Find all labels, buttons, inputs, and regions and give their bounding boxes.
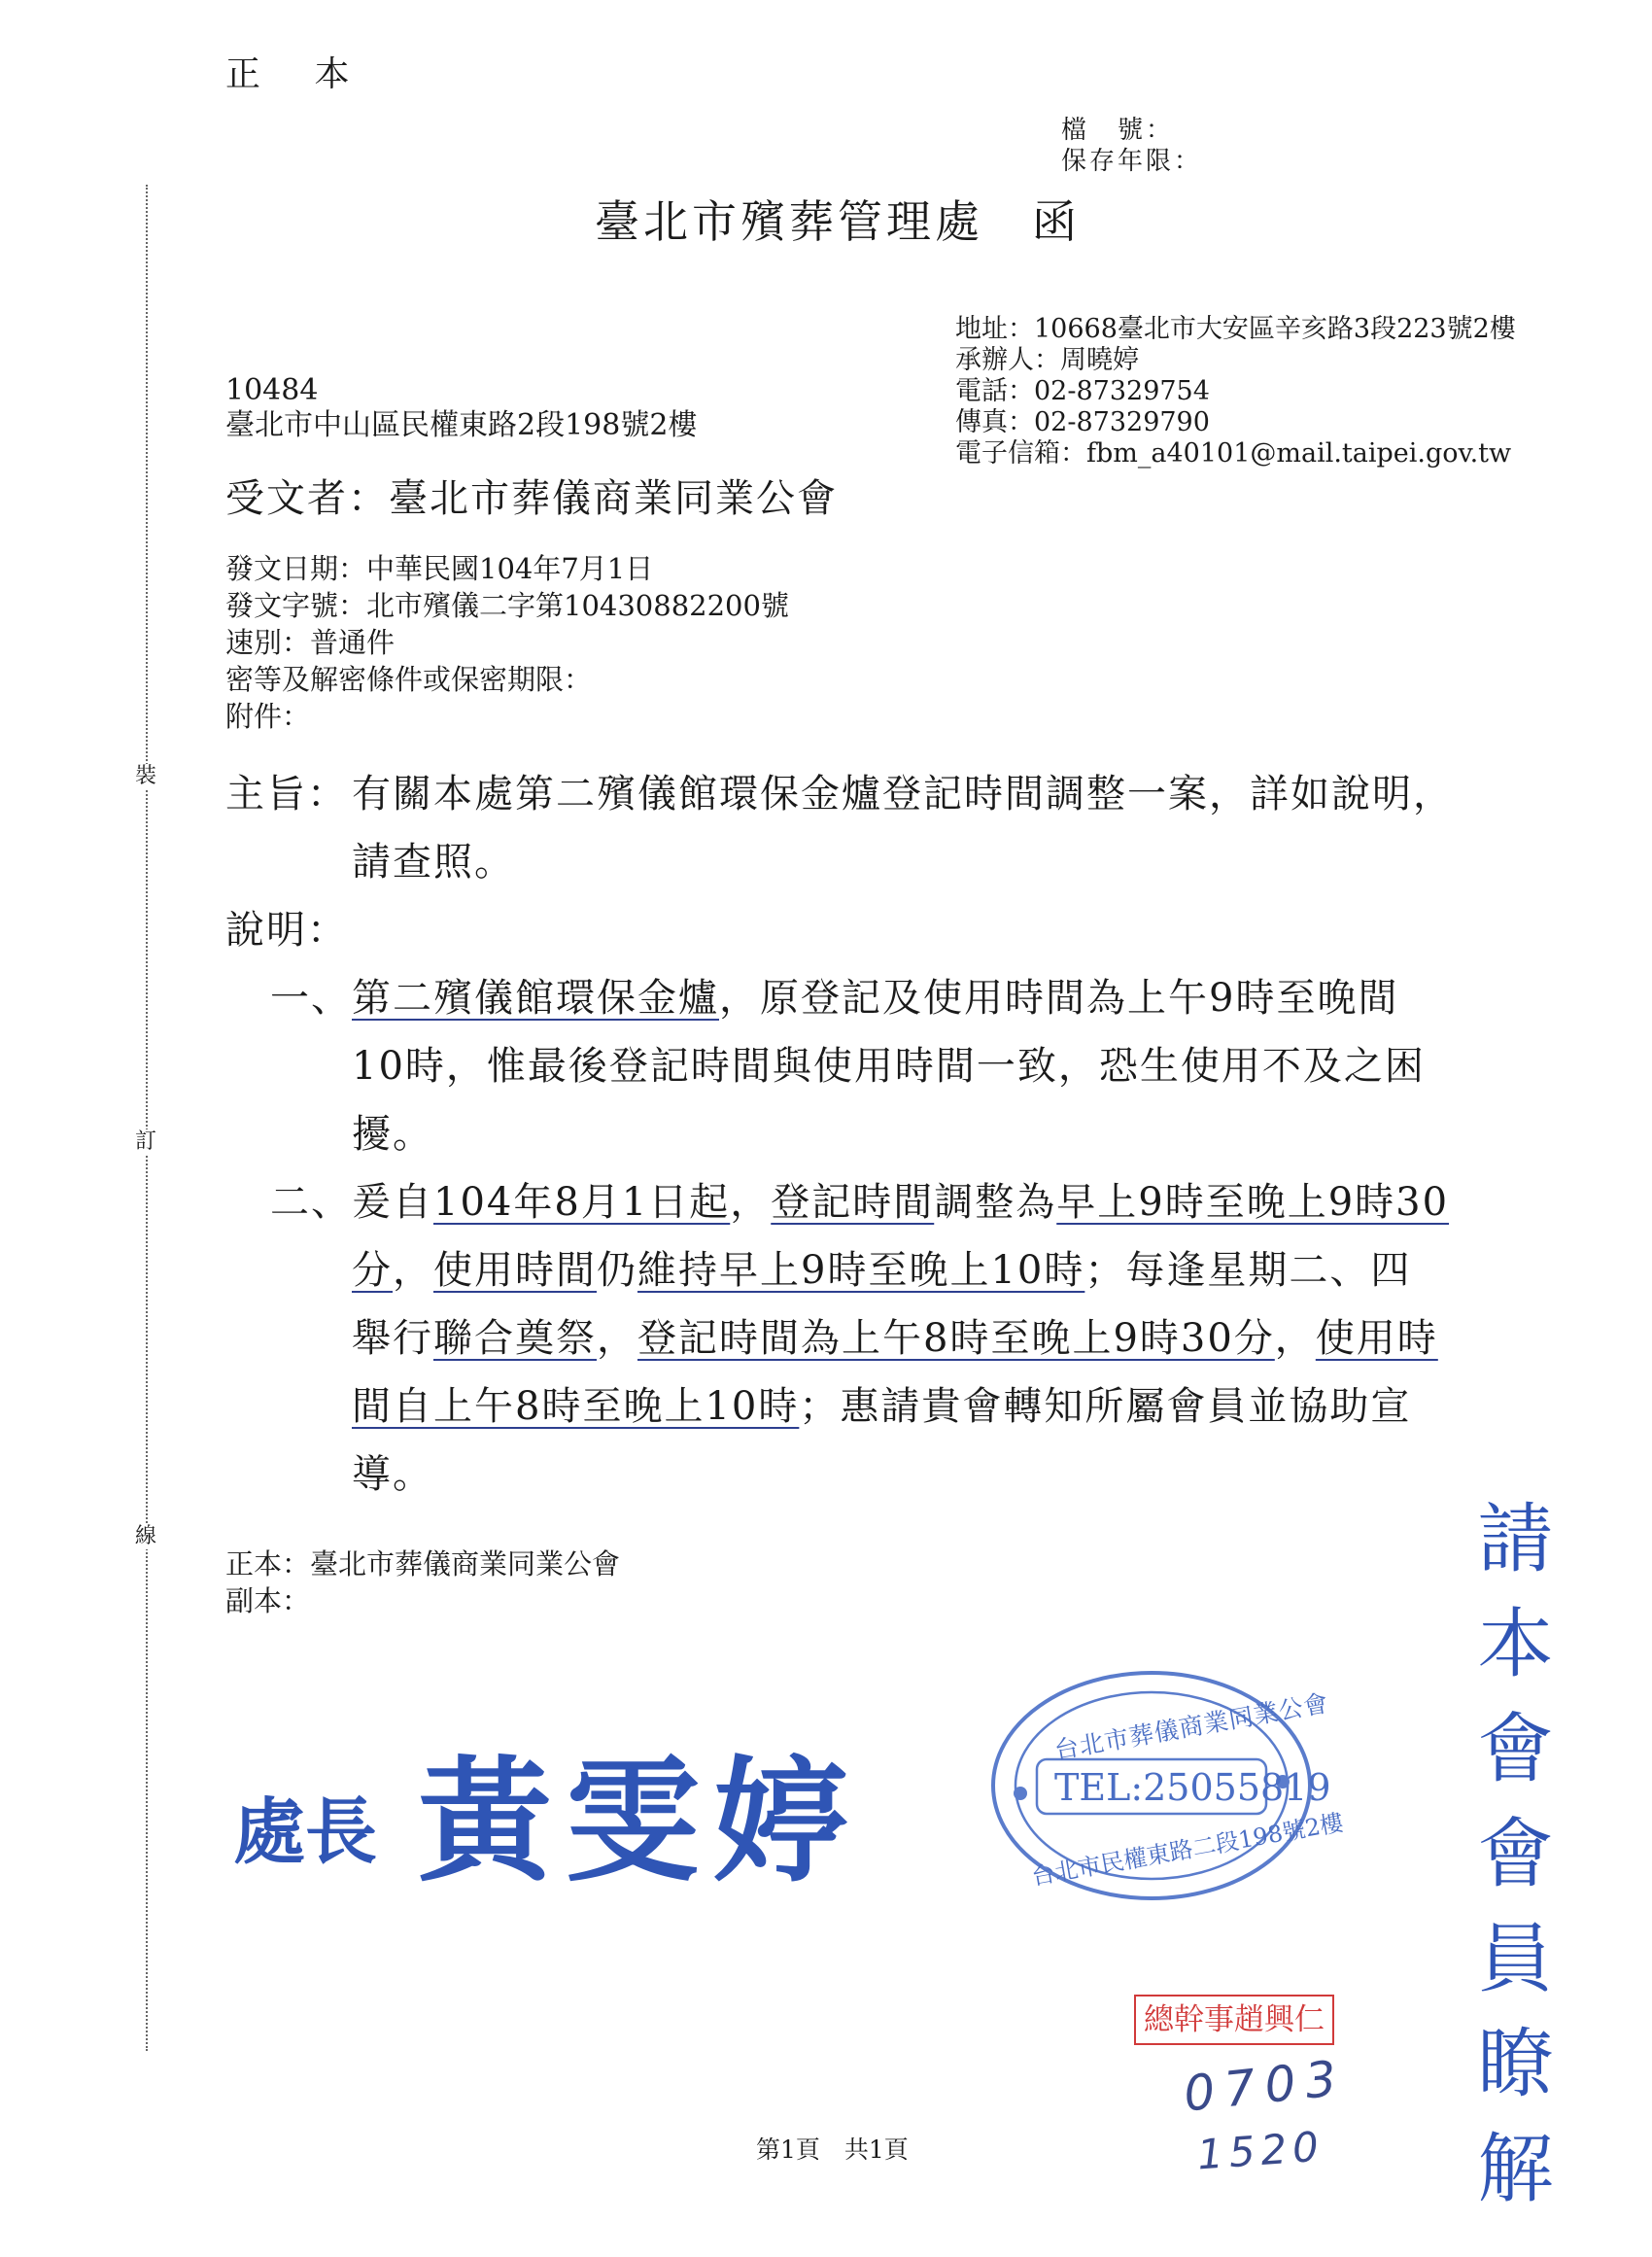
item-1-line-2: 10時，惟最後登記時間與使用時間一致，恐生使用不及之困 bbox=[352, 1044, 1426, 1089]
signature-title: 處長 bbox=[233, 1790, 377, 1874]
item-2-line-4 bbox=[352, 1372, 1411, 1441]
delivery-speed: 速別：普通件 bbox=[225, 626, 396, 659]
item-2-line-3 bbox=[352, 1304, 1438, 1372]
page-footer: 第1頁 共1頁 bbox=[756, 2135, 909, 2164]
copy-recipient: 副本： bbox=[225, 1584, 311, 1617]
seal-organization: 台北市葬儀商業同業公會 bbox=[1051, 1688, 1331, 1765]
handwritten-char: 會 bbox=[1477, 1811, 1554, 1898]
sender-fax: 傳真：02-87329790 bbox=[955, 407, 1210, 437]
document-title: 臺北市殯葬管理處 函 bbox=[595, 195, 1081, 248]
secretary-stamp: 總幹事趙興仁 bbox=[1134, 1995, 1334, 2045]
item-2-underline-minutes: 分 bbox=[352, 1248, 393, 1293]
explanation-label: 說明： bbox=[225, 908, 348, 953]
binding-mark-xian: 線 bbox=[135, 1524, 157, 1548]
item-2-text: 舉行 bbox=[352, 1316, 433, 1361]
handwritten-char: 請 bbox=[1477, 1496, 1554, 1583]
seal-telephone: TEL:25055819 bbox=[1054, 1766, 1331, 1809]
subject-line-2: 請查照。 bbox=[352, 840, 515, 885]
item-2-underline-memorial-hours: 上午8時至晚上10時 bbox=[433, 1384, 800, 1429]
item-2-underline-memorial: 聯合奠祭 bbox=[433, 1316, 597, 1361]
binding-line bbox=[146, 185, 148, 2051]
item-2-text: ；每逢星期二、四 bbox=[1084, 1248, 1412, 1293]
binding-mark-ding: 訂 bbox=[135, 1129, 157, 1154]
handwritten-date: 0703 bbox=[1181, 2049, 1349, 2123]
item-2-underline-usage: 使用時間 bbox=[433, 1248, 597, 1293]
item-2-underline-hours: 早上9時至晚上9時30 bbox=[1056, 1180, 1450, 1225]
binding-mark-zhuang: 裝 bbox=[135, 764, 157, 788]
seal-address: 台北市民權東路二段198號2樓 bbox=[1029, 1808, 1346, 1891]
handwritten-note bbox=[1469, 1487, 1562, 2222]
recipient-address: 臺北市中山區民權東路2段198號2樓 bbox=[225, 408, 698, 442]
item-2-text: 仍 bbox=[597, 1248, 637, 1293]
original-recipient: 正本：臺北市葬儀商業同業公會 bbox=[225, 1547, 621, 1580]
issue-date: 發文日期：中華民國104年7月1日 bbox=[225, 552, 654, 585]
recipient-line: 受文者：臺北市葬儀商業同業公會 bbox=[225, 476, 838, 521]
sender-handler: 承辦人：周曉婷 bbox=[955, 345, 1139, 375]
item-2-line-2 bbox=[352, 1236, 1411, 1304]
handwritten-char: 本 bbox=[1477, 1601, 1554, 1688]
handwritten-char: 瞭 bbox=[1477, 2021, 1554, 2108]
item-2-underline-register: 登記時間 bbox=[771, 1180, 935, 1225]
item-2-text: ， bbox=[1274, 1316, 1316, 1361]
item-2-line-1 bbox=[352, 1168, 1449, 1236]
item-1-underline-furnace: 第二殯儀館環保金爐 bbox=[352, 976, 719, 1021]
item-2-text: ， bbox=[597, 1316, 637, 1361]
attachment: 附件： bbox=[225, 700, 311, 733]
confidentiality: 密等及解密條件或保密期限： bbox=[225, 663, 593, 696]
retention-label: 保存年限： bbox=[1061, 147, 1203, 176]
item-2-underline-memorial-usage-cont: 間自 bbox=[352, 1384, 433, 1429]
item-1-text: ，原登記及使用時間為上午9時至晚間 bbox=[719, 976, 1399, 1021]
item-2-text: ， bbox=[393, 1248, 433, 1293]
sender-address: 地址：10668臺北市大安區辛亥路3段223號2樓 bbox=[955, 314, 1516, 344]
item-2-text: 調整為 bbox=[934, 1180, 1057, 1225]
item-2-text: 爰自 bbox=[352, 1180, 433, 1225]
subject-label: 主旨： bbox=[225, 772, 348, 816]
recipient-postal-code: 10484 bbox=[225, 373, 319, 407]
sender-email: 電子信箱：fbm_a40101@mail.taipei.gov.tw bbox=[955, 438, 1512, 469]
handwritten-char: 員 bbox=[1477, 1916, 1554, 2003]
item-2-line-5: 導。 bbox=[352, 1452, 433, 1497]
copy-mark: 正 本 bbox=[225, 54, 371, 94]
sender-phone: 電話：02-87329754 bbox=[955, 376, 1210, 406]
item-2-underline-date: 104年8月1日起 bbox=[433, 1180, 731, 1225]
item-1-line-3: 擾。 bbox=[352, 1112, 433, 1157]
item-2-text: ， bbox=[730, 1180, 772, 1225]
item-2-underline-memorial-usage: 使用時 bbox=[1315, 1316, 1438, 1361]
item-2-underline-usage-hours: 維持早上9時至晚上10時 bbox=[637, 1248, 1085, 1293]
item-2-number: 二、 bbox=[270, 1180, 352, 1225]
handwritten-char: 解 bbox=[1477, 2126, 1554, 2213]
seal-star-icon bbox=[1014, 1787, 1027, 1800]
document-number: 發文字號：北市殯儀二字第10430882200號 bbox=[225, 589, 789, 622]
item-2-underline-memorial-register: 登記時間為上午8時至晚上9時30分 bbox=[637, 1316, 1275, 1361]
handwritten-time: 1520 bbox=[1195, 2122, 1326, 2179]
item-1-number: 一、 bbox=[270, 976, 352, 1021]
signature-name: 黃雯婷 bbox=[418, 1744, 862, 1900]
subject-line-1: 有關本處第二殯儀館環保金爐登記時間調整一案，詳如說明， bbox=[352, 772, 1454, 816]
file-number-label: 檔 號： bbox=[1061, 116, 1175, 145]
item-2-text: ；惠請貴會轉知所屬會員並協助宣 bbox=[799, 1384, 1412, 1429]
association-seal bbox=[986, 1667, 1346, 1905]
handwritten-char: 會 bbox=[1477, 1706, 1554, 1793]
item-1-line-1 bbox=[352, 964, 1398, 1032]
